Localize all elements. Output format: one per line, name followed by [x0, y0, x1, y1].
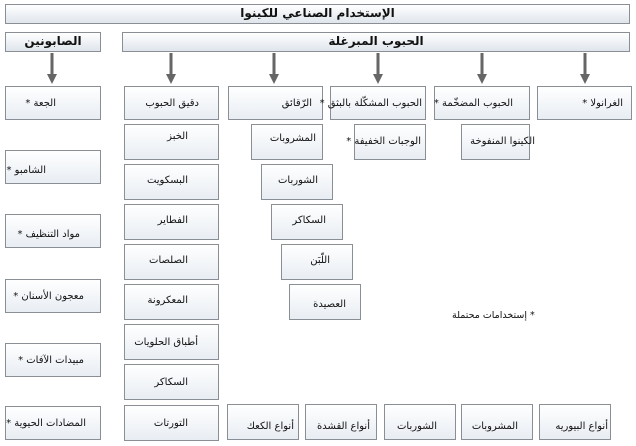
flour-item-text: البسكويت [146, 175, 188, 186]
flour-candy [124, 364, 219, 400]
title-text: الإستخدام الصناعي للكينوا [240, 6, 395, 20]
saponin-pesticides-text: مبيدات الآفات * [18, 355, 84, 366]
puffed-title: الحبوب المضخّمة * [433, 98, 513, 109]
flour-pasta [124, 284, 219, 320]
flour-biscuits [124, 164, 219, 200]
flakes-item-text: اللّبَن [310, 255, 330, 266]
flakes-item-text: العصيدة [313, 299, 346, 310]
flour-item-text: أطباق الحلويات [134, 337, 198, 348]
flour-desserts [124, 324, 219, 360]
flour-item-text: الخبز [167, 131, 188, 142]
pearled-header-text: الحبوب المبرغلة [328, 34, 424, 48]
flakes-drinks [251, 124, 323, 160]
puffed-quinoa [461, 124, 535, 160]
possible-uses-note: * إستخدامات محتملة [452, 310, 535, 321]
bottom-drinks [461, 404, 533, 440]
bottom-soups [384, 404, 456, 440]
flakes-soups [261, 164, 333, 200]
flour-item-text: التورتات [153, 418, 188, 429]
flakes-item-text: السكاكر [292, 215, 326, 226]
bottom-cakes [227, 404, 299, 440]
saponin-beer [5, 86, 101, 120]
saponin-toothpaste [5, 279, 101, 313]
saponin-antibiotics-text: المضادات الحيوية * [6, 418, 86, 429]
bottom-item-text: الشوربات [397, 421, 437, 432]
saponin-detergents [5, 214, 101, 248]
flakes-box [228, 86, 323, 120]
bottom-creams [305, 404, 377, 440]
flour-bread [124, 124, 219, 160]
saponin-shampoo-text: الشامبو * [6, 165, 46, 176]
saponin-shampoo [5, 150, 101, 184]
flour-item-text: السكاكر [154, 377, 188, 388]
bottom-purees [539, 404, 611, 440]
extruded-title: الحبوب المشكّلة بالبثق * [319, 98, 422, 109]
flour-item-text: المعكرونة [147, 295, 188, 306]
flour-title: دقيق الحبوب [145, 98, 199, 109]
saponin-detergents-text: مواد التنظيف * [17, 229, 80, 240]
granola-title: الغرانولا * [582, 98, 623, 109]
bottom-item-text: أنواع الكعك [246, 421, 294, 432]
bottom-item-text: المشروبات [471, 421, 518, 432]
extruded-item-text: الوجبات الخفيفة * [346, 136, 421, 147]
flakes-porridge [289, 284, 361, 320]
saponin-beer-text: الجعة * [25, 98, 56, 109]
saponin-toothpaste-text: معجون الأسنان * [13, 291, 84, 302]
extruded-box [319, 86, 426, 120]
flour-item-text: الفطاير [157, 215, 188, 226]
flour-item-text: الصلصات [149, 255, 188, 266]
granola-box [537, 86, 632, 120]
puffed-box [434, 86, 530, 120]
flakes-title: الرّقائق [281, 98, 312, 109]
flour-sauces [124, 244, 219, 280]
flour-box [124, 86, 219, 120]
bottom-item-text: أنواع القشدة [317, 421, 370, 432]
flakes-item-text: المشروبات [269, 133, 316, 144]
flakes-candy [271, 204, 343, 240]
saponins-header-text: الصابونين [24, 34, 82, 48]
flour-tortillas [124, 405, 219, 441]
bottom-item-text: أنواع البيوريه [555, 421, 608, 432]
extruded-snacks [346, 124, 426, 160]
flakes-item-text: الشوربات [278, 175, 318, 186]
saponin-antibiotics [5, 406, 101, 440]
flakes-yogurt [281, 244, 353, 280]
flour-pies [124, 204, 219, 240]
saponin-pesticides [5, 343, 101, 377]
puffed-item-text: الكينوا المنفوخة [470, 136, 535, 147]
